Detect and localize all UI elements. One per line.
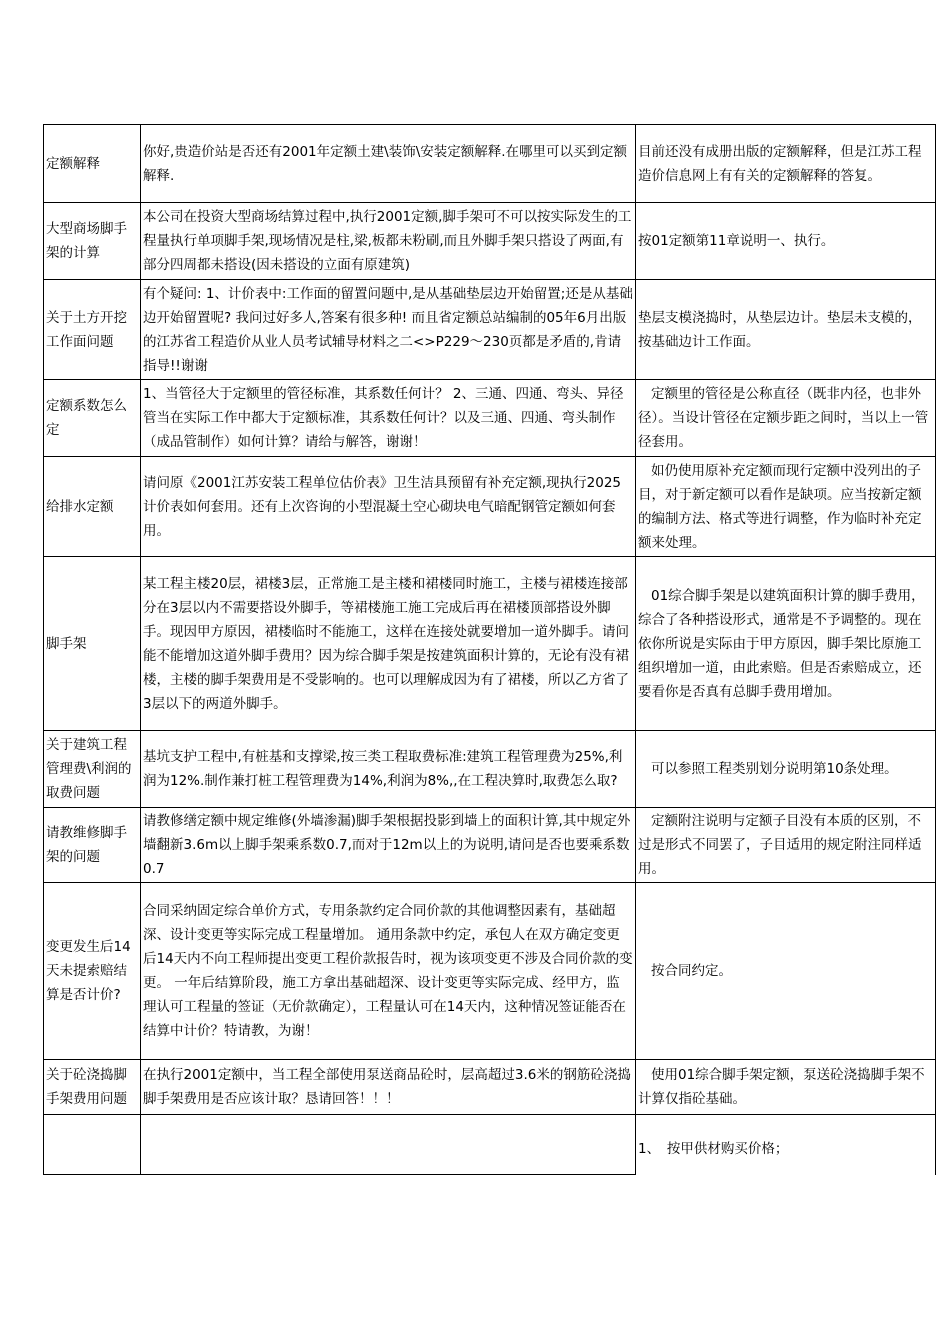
topic-cell: 变更发生后14天未提索赔结算是否计价? <box>44 883 141 1060</box>
answer-cell: 定额附注说明与定额子目没有本质的区别，不过是形式不同罢了，子目适用的规定附注同样适用。 <box>636 808 936 883</box>
topic-cell: 关于建筑工程管理费\利润的取费问题 <box>44 731 141 808</box>
answer-cell: 定额里的管径是公称直径（既非内径，也非外径）。当设计管径在定额步距之间时，当以上一管径套用。 <box>636 380 936 457</box>
question-cell: 合同采纳固定综合单价方式，专用条款约定合同价款的其他调整因素有，基础超深、设计变更等实际完成工程量增加。 通用条款中约定，承包人在双方确定变更后14天内不向工程师提出变更工程价款报告时，视为该项变更不涉及合同价款的变更。 一年后结算阶段，施工方拿出基础超深、设计变更等实际完成、经甲方，监理认可工程量的签证（无价款确定），工程量认可在14天内，这种情况签证能否在结算中计价？特请教，为谢！ <box>141 883 636 1060</box>
question-cell: 在执行2001定额中，当工程全部使用泵送商品砼时，层高超过3.6米的钢筋砼浇捣脚手架费用是否应该计取？恳请回答！！！ <box>141 1060 636 1115</box>
table-row <box>44 380 936 457</box>
question-cell: 请教修缮定额中规定维修(外墙渗漏)脚手架根据投影到墙上的面积计算,其中规定外墙翻新3.6m以上脚手架乘系数0.7,而对于12m以上的为说明,请问是否也要乘系数0.7 <box>141 808 636 883</box>
table-row <box>44 457 936 557</box>
topic-cell: 给排水定额 <box>44 457 141 557</box>
answer-cell: 目前还没有成册出版的定额解释，但是江苏工程造价信息网上有有关的定额解释的答复。 <box>636 125 936 203</box>
table-row <box>44 883 936 1060</box>
table-row <box>44 203 936 280</box>
answer-cell: 1、 按甲供材购买价格； <box>636 1115 936 1175</box>
topic-cell: 大型商场脚手架的计算 <box>44 203 141 280</box>
table-row <box>44 1115 936 1175</box>
question-cell: 请问原《2001江苏安装工程单位估价表》卫生洁具预留有补充定额,现执行2025计价表如何套用。还有上次咨询的小型混凝土空心砌块电气暗配钢管定额如何套用。 <box>141 457 636 557</box>
answer-cell: 按01定额第11章说明一、执行。 <box>636 203 936 280</box>
question-cell: 某工程主楼20层，裙楼3层，正常施工是主楼和裙楼同时施工，主楼与裙楼连接部分在3层以内不需要搭设外脚手，等裙楼施工施工完成后再在裙楼顶部搭设外脚手。现因甲方原因，裙楼临时不能施工，这样在连接处就要增加一道外脚手。请问能不能增加这道外脚手费用？因为综合脚手架是按建筑面积计算的，无论有没有裙楼，主楼的脚手架费用是不受影响的。也可以理解成因为有了裙楼，所以乙方省了3层以下的两道外脚手。 <box>141 557 636 731</box>
topic-cell: 关于土方开挖工作面问题 <box>44 280 141 380</box>
topic-cell: 请教维修脚手架的问题 <box>44 808 141 883</box>
answer-cell: 使用01综合脚手架定额，泵送砼浇捣脚手架不计算仅指砼基础。 <box>636 1060 936 1115</box>
answer-cell: 按合同约定。 <box>636 883 936 1060</box>
table-row <box>44 280 936 380</box>
answer-cell: 01综合脚手架是以建筑面积计算的脚手费用，综合了各种搭设形式，通常是不予调整的。现在依你所说是实际由于甲方原因，脚手架比原施工组织增加一道，由此索赔。但是否索赔成立，还要看你是否真有总脚手费用增加。 <box>636 557 936 731</box>
table-row <box>44 1060 936 1115</box>
table-row <box>44 557 936 731</box>
topic-cell: 定额解释 <box>44 125 141 203</box>
question-cell: 基坑支护工程中,有桩基和支撑梁,按三类工程取费标准:建筑工程管理费为25%,利润为12%.制作兼打桩工程管理费为14%,利润为8%,,在工程决算时,取费怎么取? <box>141 731 636 808</box>
qa-table <box>43 124 936 1175</box>
question-cell: 你好,贵造价站是否还有2001年定额土建\装饰\安装定额解释.在哪里可以买到定额解释. <box>141 125 636 203</box>
topic-cell <box>44 1115 141 1175</box>
question-cell: 1、当管径大于定额里的管径标准，其系数任何计？ 2、三通、四通、弯头、异径管当在实际工作中都大于定额标准，其系数任何计？以及三通、四通、弯头制作（成品管制作）如何计算？请给与解答，谢谢！ <box>141 380 636 457</box>
question-cell <box>141 1115 636 1175</box>
topic-cell: 关于砼浇捣脚手架费用问题 <box>44 1060 141 1115</box>
question-cell: 有个疑问: 1、计价表中:工作面的留置问题中,是从基础垫层边开始留置;还是从基础边开始留置呢? 我问过好多人,答案有很多种! 而且省定额总站编制的05年6月出版的江苏省工程造价从业人员考试辅导材料之二<>P229～230页都是矛盾的,肯请指导!!谢谢 <box>141 280 636 380</box>
table-row <box>44 125 936 203</box>
answer-cell: 可以参照工程类别划分说明第10条处理。 <box>636 731 936 808</box>
answer-cell: 垫层支模浇捣时，从垫层边计。垫层未支模的，按基础边计工作面。 <box>636 280 936 380</box>
table-row <box>44 731 936 808</box>
question-cell: 本公司在投资大型商场结算过程中,执行2001定额,脚手架可不可以按实际发生的工程量执行单项脚手架,现场情况是柱,梁,板都未粉刷,而且外脚手架只搭设了两面,有部分四周都未搭设(因未搭设的立面有原建筑) <box>141 203 636 280</box>
answer-cell: 如仍使用原补充定额而现行定额中没列出的子目，对于新定额可以看作是缺项。应当按新定额的编制方法、格式等进行调整，作为临时补充定额来处理。 <box>636 457 936 557</box>
table-row <box>44 808 936 883</box>
topic-cell: 脚手架 <box>44 557 141 731</box>
topic-cell: 定额系数怎么定 <box>44 380 141 457</box>
